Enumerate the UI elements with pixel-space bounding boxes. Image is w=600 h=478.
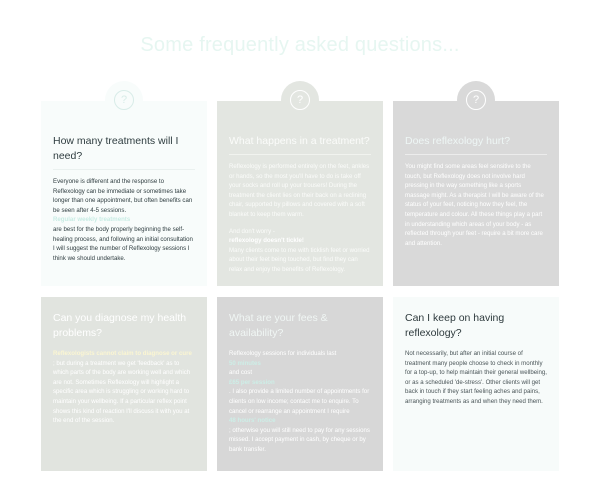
question-badge	[105, 81, 143, 119]
faq-question: Can I keep on having reflexology?	[405, 312, 505, 339]
question-icon: ?	[466, 90, 486, 110]
divider	[53, 169, 195, 170]
faq-card-fees	[217, 297, 383, 471]
faq-question: Does reflexology hurt?	[405, 135, 511, 147]
question-badge	[457, 81, 495, 119]
question-icon: ?	[114, 90, 134, 110]
faq-question: How many treatments will I need?	[53, 135, 179, 162]
faq-card-treatment	[217, 93, 383, 286]
faq-answer: You might find some areas feel sensitive to the touch, but Reflexology does not involve hard pressing in the way something like a sports massage might. As a therapist I will be aware of the status of your feet, noticing how they feel, the temperature and colour. All these things play a part in understanding which areas of your body - as reflected through your feet - require a bit more care and attention.	[405, 163, 544, 247]
page-title: Some frequently asked questions...	[140, 34, 460, 56]
faq-question: What are your fees & availability?	[229, 312, 328, 339]
faq-answer: Reflexology is performed entirely on the feet, ankles or hands, so the most you'll have to do is take off your socks and roll up your trousers! During the treatment the client lies on their back on a reclining chair, supported by pillows and covered with a soft blanket to keep them warm. And don't worry - reflexology doesn't tickle! Many clients come to me with ticklish feet or worried about their feet being touched, but find they can relax and enjoy the benefits of Reflexology.	[229, 163, 370, 273]
faq-answer: Reflexology sessions for individuals last 50 minutes and cost £65 per session . I also provide a limited number of appointments for clients on low income; contact me to enquire. To cancel or rearrange an appointment I require 48 hours' notice ; otherwise you will still need to pay for any sessions missed. I accept payment in cash, by cheque or by bank transfer.	[229, 350, 370, 453]
faq-card-diagnose	[41, 297, 207, 471]
divider	[405, 154, 547, 155]
faq-card-treatments	[41, 93, 207, 286]
faq-answer: Reflexologists cannot claim to diagnose or cure ; but during a treatment we get 'feedback' as to which parts of the body are working well and which are not. Sometimes Reflexology will highlight a specific area which is struggling or working hard to maintain your wellbeing. If a particular reflex point shows this kind of reaction I'll discuss it with you at the end of the session.	[53, 350, 192, 425]
question-badge	[281, 81, 319, 119]
faq-answer: Everyone is different and the response to Reflexology can be immediate or sometimes take longer than one appointment, but often benefits can be seen after 4-5 sessions. Regular weekly treatments are best for the body properly beginning the self-healing process, and following an initial consultation I will suggest the number of Reflexology sessions I think we should undertake.	[53, 178, 193, 262]
faq-question: Can you diagnose my health problems?	[53, 312, 187, 339]
faq-card-hurt	[393, 93, 559, 286]
faq-answer: Not necessarily, but after an initial course of treatment many people choose to check in monthly for a top-up, to help maintain their general wellbeing, or as a scheduled 'de-stress'. Other clients will get back in touch if they start feeling aches and pains, arranging treatments as and when they need them.	[405, 350, 547, 405]
faq-question: What happens in a treatment?	[229, 135, 370, 147]
faq-card-keep	[393, 297, 559, 471]
divider	[229, 154, 371, 155]
question-icon: ?	[290, 90, 310, 110]
